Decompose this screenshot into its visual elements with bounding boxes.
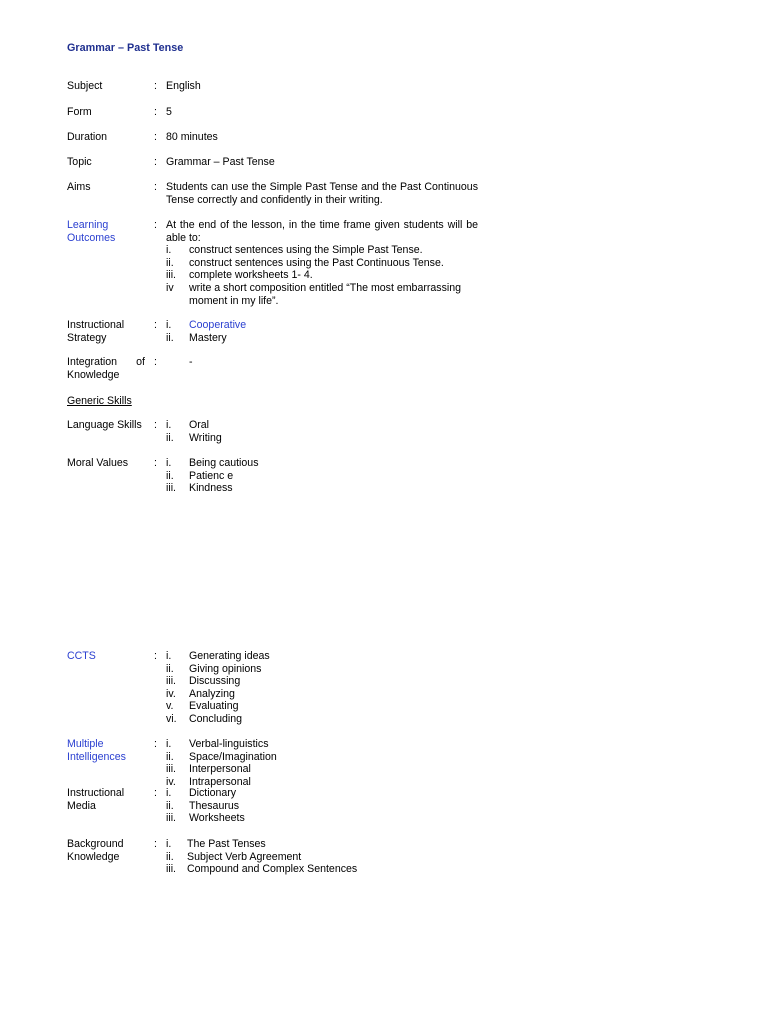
list-item-number: i. bbox=[166, 838, 172, 850]
list-item-number: iii. bbox=[166, 482, 177, 495]
list-item-text: Intrapersonal bbox=[189, 775, 251, 788]
list-item-number: i. bbox=[166, 457, 172, 469]
subject-value: English bbox=[166, 80, 201, 92]
list-item-text: Compound and Complex Sentences bbox=[187, 863, 358, 876]
integration-label-line-2: Knowledge bbox=[67, 368, 120, 381]
duration-value: 80 minutes bbox=[166, 131, 218, 143]
list-item bbox=[166, 663, 486, 676]
list-item-text: Mastery bbox=[189, 331, 227, 344]
list-item bbox=[166, 838, 486, 851]
language-skills-colon: : bbox=[154, 419, 157, 431]
ccts-colon: : bbox=[154, 650, 157, 662]
list-item-text: Thesaurus bbox=[189, 799, 240, 812]
learning-outcomes-colon: : bbox=[154, 219, 157, 231]
list-item bbox=[166, 675, 486, 688]
list-item bbox=[166, 738, 486, 751]
language-skills-label: Language Skills bbox=[67, 419, 142, 431]
document-title: Grammar – Past Tense bbox=[67, 42, 184, 54]
aims-colon: : bbox=[154, 181, 157, 193]
list-item bbox=[166, 787, 486, 800]
list-item bbox=[166, 700, 486, 713]
multiple-intelligences-list bbox=[166, 738, 486, 788]
moral-values-list bbox=[166, 457, 486, 495]
instructional-media-label bbox=[67, 787, 149, 812]
list-item-text: Patienc e bbox=[189, 469, 234, 482]
list-item bbox=[166, 688, 486, 701]
background-knowledge-label bbox=[67, 838, 149, 863]
list-item-number: ii. bbox=[166, 850, 174, 863]
list-item-text: construct sentences using the Simple Past Tense. bbox=[189, 244, 423, 257]
list-item-text: Evaluating bbox=[189, 700, 239, 713]
integration-label-line-1: Integration of bbox=[67, 356, 145, 368]
list-item bbox=[166, 713, 486, 726]
learning-outcomes-label-line-2: Outcomes bbox=[67, 231, 116, 244]
list-item-text: Giving opinions bbox=[189, 662, 262, 675]
list-item bbox=[166, 257, 486, 270]
list-item-text: Cooperative bbox=[189, 319, 247, 331]
list-item-text: Space/Imagination bbox=[189, 750, 277, 763]
aims-value: Students can use the Simple Past Tense and the Past Continuous Tense correctly and confidently in their writing. bbox=[166, 181, 478, 206]
instructional-strategy-colon: : bbox=[154, 319, 157, 331]
list-item-number: iii. bbox=[166, 269, 177, 282]
list-item-text: Writing bbox=[189, 431, 222, 444]
list-item-text: Verbal-linguistics bbox=[189, 738, 269, 750]
multiple-intelligences-label bbox=[67, 738, 149, 763]
list-item bbox=[166, 282, 486, 307]
integration-colon: : bbox=[154, 356, 157, 368]
duration-colon: : bbox=[154, 131, 157, 143]
list-item-number: vi. bbox=[166, 712, 177, 725]
list-item-number: iii. bbox=[166, 763, 177, 776]
instructional-strategy-label-line-2: Strategy bbox=[67, 331, 107, 344]
list-item-number: i. bbox=[166, 738, 172, 750]
list-item-text: Interpersonal bbox=[189, 763, 251, 776]
background-knowledge-list bbox=[166, 838, 486, 876]
list-item-text: Subject Verb Agreement bbox=[187, 850, 302, 863]
moral-values-colon: : bbox=[154, 457, 157, 469]
aims-label: Aims bbox=[67, 181, 91, 193]
background-knowledge-colon: : bbox=[154, 838, 157, 850]
list-item bbox=[166, 319, 486, 332]
list-item bbox=[166, 751, 486, 764]
list-item-text: Kindness bbox=[189, 482, 233, 495]
list-item-number: iii. bbox=[166, 675, 177, 688]
list-item-text: Generating ideas bbox=[189, 650, 270, 662]
list-item-number: ii. bbox=[166, 331, 174, 344]
instructional-media-label-line-2: Media bbox=[67, 799, 96, 812]
instructional-strategy-list bbox=[166, 319, 486, 344]
topic-colon: : bbox=[154, 156, 157, 168]
list-item bbox=[166, 812, 486, 825]
learning-outcomes-intro: At the end of the lesson, in the time frame given students will be able to: bbox=[166, 219, 478, 244]
list-item bbox=[166, 470, 486, 483]
list-item-text: The Past Tenses bbox=[187, 838, 266, 850]
list-item bbox=[166, 482, 486, 495]
language-skills-list bbox=[166, 419, 486, 444]
instructional-media-colon: : bbox=[154, 787, 157, 799]
instructional-strategy-label bbox=[67, 319, 149, 344]
list-item bbox=[166, 863, 486, 876]
list-item bbox=[166, 244, 486, 257]
list-item-text: Dictionary bbox=[189, 787, 237, 799]
list-item-text: Analyzing bbox=[189, 687, 235, 700]
list-item-number: ii. bbox=[166, 256, 174, 269]
ccts-list bbox=[166, 650, 486, 726]
learning-outcomes-label bbox=[67, 219, 149, 244]
background-knowledge-label-line-1: Background bbox=[67, 838, 124, 850]
list-item-text: complete worksheets 1- 4. bbox=[189, 269, 313, 282]
list-item-text: Concluding bbox=[189, 712, 243, 725]
multiple-intelligences-label-line-2: Intelligences bbox=[67, 750, 126, 763]
list-item-number: iv. bbox=[166, 775, 176, 788]
list-item-number: iv bbox=[166, 281, 174, 294]
learning-outcomes-label-line-1: Learning bbox=[67, 219, 109, 231]
subject-colon: : bbox=[154, 80, 157, 92]
list-item-number: v. bbox=[166, 700, 174, 713]
background-knowledge-label-line-2: Knowledge bbox=[67, 850, 120, 863]
list-item bbox=[166, 419, 486, 432]
instructional-media-list bbox=[166, 787, 486, 825]
learning-outcomes-list bbox=[166, 244, 486, 307]
list-item-text: Oral bbox=[189, 419, 210, 431]
list-item bbox=[166, 763, 486, 776]
list-item-number: i. bbox=[166, 787, 172, 799]
topic-value: Grammar – Past Tense bbox=[166, 156, 275, 168]
form-value: 5 bbox=[166, 106, 172, 118]
list-item bbox=[166, 457, 486, 470]
ccts-label: CCTS bbox=[67, 650, 96, 662]
generic-skills-heading: Generic Skills bbox=[67, 395, 132, 407]
list-item bbox=[166, 851, 486, 864]
list-item-number: i. bbox=[166, 650, 172, 662]
list-item-number: ii. bbox=[166, 799, 174, 812]
instructional-media-label-line-1: Instructional bbox=[67, 787, 125, 799]
list-item bbox=[166, 432, 486, 445]
integration-value: - bbox=[189, 356, 193, 368]
list-item-number: i. bbox=[166, 419, 172, 431]
form-label: Form bbox=[67, 106, 92, 118]
list-item-number: ii. bbox=[166, 662, 174, 675]
list-item-number: i. bbox=[166, 319, 172, 331]
list-item-number: iv. bbox=[166, 687, 176, 700]
moral-values-label: Moral Values bbox=[67, 457, 129, 469]
list-item-number: iii. bbox=[166, 863, 177, 876]
list-item bbox=[166, 650, 486, 663]
list-item bbox=[166, 332, 486, 345]
topic-label: Topic bbox=[67, 156, 92, 168]
instructional-strategy-label-line-1: Instructional bbox=[67, 319, 125, 331]
list-item-text: Discussing bbox=[189, 675, 241, 688]
list-item-text: Being cautious bbox=[189, 457, 259, 469]
list-item-number: ii. bbox=[166, 431, 174, 444]
subject-label: Subject bbox=[67, 80, 103, 92]
list-item-text: Worksheets bbox=[189, 812, 245, 825]
list-item-number: iii. bbox=[166, 812, 177, 825]
list-item-number: ii. bbox=[166, 469, 174, 482]
multiple-intelligences-label-line-1: Multiple bbox=[67, 738, 104, 750]
form-colon: : bbox=[154, 106, 157, 118]
multiple-intelligences-colon: : bbox=[154, 738, 157, 750]
list-item-text: construct sentences using the Past Continuous Tense. bbox=[189, 256, 444, 269]
list-item bbox=[166, 800, 486, 813]
list-item-number: ii. bbox=[166, 750, 174, 763]
list-item bbox=[166, 269, 486, 282]
list-item-text: write a short composition entitled “The most embarrassing moment in my life”. bbox=[189, 281, 462, 307]
integration-label bbox=[67, 356, 149, 381]
list-item-number: i. bbox=[166, 244, 172, 257]
duration-label: Duration bbox=[67, 131, 108, 143]
